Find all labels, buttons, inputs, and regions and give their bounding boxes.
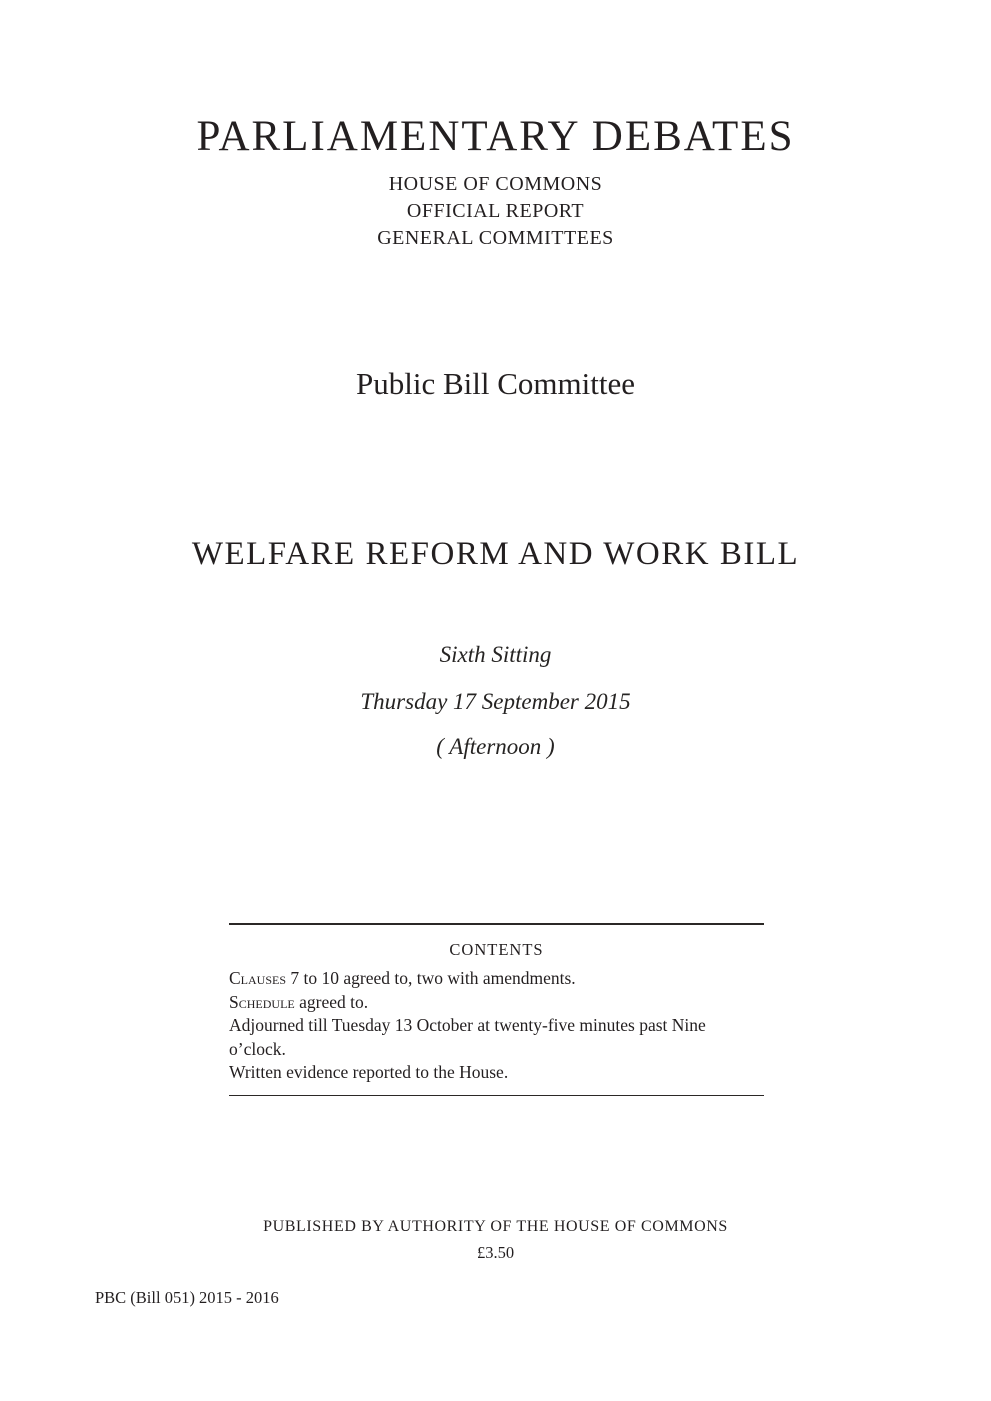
bill-reference: PBC (Bill 051) 2015 - 2016 xyxy=(95,1288,279,1307)
contents-item-lead: Clauses xyxy=(229,968,287,988)
sitting-number: Sixth Sitting xyxy=(439,642,552,667)
main-title: PARLIAMENTARY DEBATES xyxy=(196,113,795,160)
contents-bottom-rule xyxy=(229,1095,764,1096)
contents-item-text: agreed to. xyxy=(294,991,369,1012)
contents-item-clauses xyxy=(229,967,764,991)
subtitle-general-committees: GENERAL COMMITTEES xyxy=(377,227,614,249)
contents-list xyxy=(229,967,764,1085)
contents-item-written-evidence xyxy=(229,1061,764,1085)
subtitle-block xyxy=(0,171,991,252)
subtitle-house-of-commons: HOUSE OF COMMONS xyxy=(388,173,603,195)
sitting-date: Thursday 17 September 2015 xyxy=(360,689,631,714)
contents-item-text: Written evidence reported to the House. xyxy=(229,1062,509,1082)
sitting-session: ( Afternoon ) xyxy=(436,734,555,759)
committee-title: Public Bill Committee xyxy=(356,366,635,401)
contents-section xyxy=(229,923,764,1096)
subtitle-official-report: OFFICIAL REPORT xyxy=(406,200,585,222)
published-by-line: PUBLISHED BY AUTHORITY OF THE HOUSE OF COMMONS xyxy=(263,1218,728,1235)
contents-item-text: 7 to 10 agreed to, two with amendments. xyxy=(286,968,576,988)
price: £3.50 xyxy=(476,1243,515,1262)
contents-heading: CONTENTS xyxy=(449,940,544,959)
contents-item-schedule xyxy=(229,991,764,1015)
contents-top-rule xyxy=(229,923,764,925)
contents-item-lead: Schedule xyxy=(229,991,295,1012)
bill-title: WELFARE REFORM AND WORK BILL xyxy=(191,536,800,572)
contents-item-text: Adjourned till Tuesday 13 October at twenty-five minutes past Nine o’clock. xyxy=(229,1015,706,1059)
contents-item-adjournment xyxy=(229,1014,764,1061)
